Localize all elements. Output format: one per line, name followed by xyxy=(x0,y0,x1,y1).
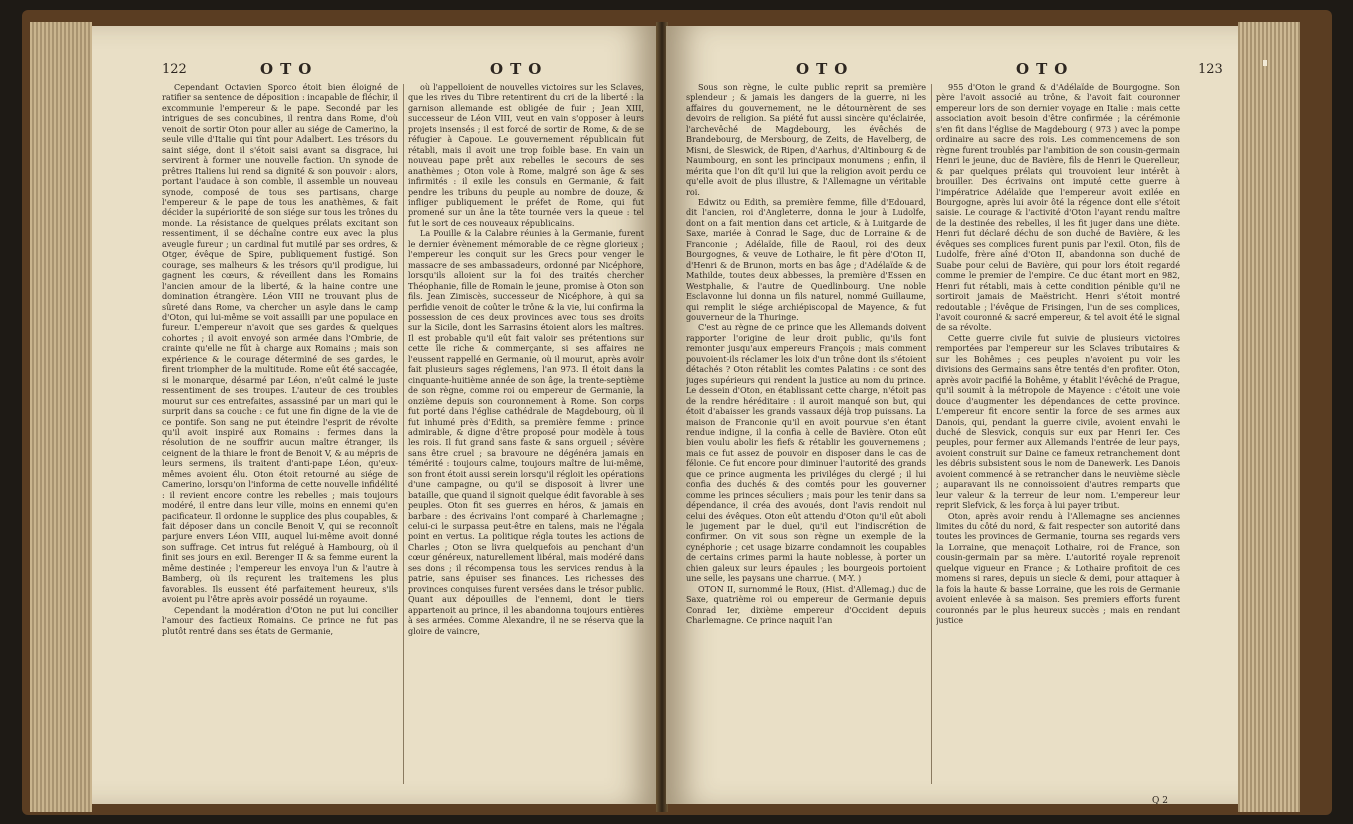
running-head-right-1: OTO xyxy=(796,60,855,78)
page-edges-left xyxy=(30,22,92,812)
paragraph: où l'appelloient de nouvelles victoires sur les Sclaves, que les rives du Tibre retentirent du cri de la liberté : la garnison allemande est obligée de fuir ; Jean XIII, successeur de Léon VIII, veut en vain s'opposer à leurs projets insensés ; il est forcé de sortir de Rome, & de se réfugier à Capoue. Le gouvernement républicain fut rétabli, mais il avoit une trop foible base. En vain un nouveau pape prêt aux rebelles le secours de ses anathèmes ; Oton vole à Rome, malgré son âge & ses infirmités : il exile les consuls en Germanie, & fait pendre les tribuns du peuple au nombre de douze, & infliger publiquement le préfet de Rome, qui fut promené sur un âne la tête tournée vers la queue : tel fut le sort de ces nouveaux républicains. xyxy=(408,82,644,228)
paragraph: Cependant Octavien Sporco étoit bien éloigné de ratifier sa sentence de déposition : incapable de fléchir, il excommunie l'empereur & le pape. Secondé par les intrigues de ses concubines, il rentra dans Rome, d'où venoit de sortir Oton pour aller au siége de Camerino, la seule ville d'Italie qui tînt pour Adalbert. Les trésors du saint siége, dont il s'étoit saisi avant sa disgrace, lui servirent à former une nouvelle faction. Un synode de prêtres Italiens lui rend sa dignité & son pouvoir : alors, portant l'audace à son comble, il assemble un nouveau synode, composé de tous ses partisans, charge l'empereur & le pape de tous les anathèmes, & fait décider la supériorité de son siége sur tous les trônes du monde. La résistance de quelques prélats excitant son ressentiment, il se déchaîne contre eux avec la plus aveugle fureur ; un cardinal fut mutilé par ses ordres, & Otger, évêque de Spire, publiquement fustigé. Son courage, ses malheurs & les trésors qu'il prodigue, lui gagnent les cœurs, & réveillent dans les Romains l'ancien amour de la liberté, & la haine contre une domination étrangère. Léon VIII ne trouvant plus de sûreté dans Rome, va chercher un asyle dans le camp d'Oton, qui lui-même se voit assailli par une populace en fureur. L'empereur n'avoit que ses gardes & quelques cohortes ; il avoit envoyé son armée dans l'Ombrie, de crainte qu'elle ne fût à charge aux Romains ; mais son expérience & le courage déterminé de ses gardes, le firent triompher de la multitude. Rome eût été saccagée, si le monarque, désarmé par Léon, n'eût calmé le juste ressentiment de ses troupes. L'auteur de ces troubles mourut sur ces entrefaites, assassiné par un mari qui le surprit dans sa couche : ce fut une fin digne de la vie de ce pontife. Son sang ne put éteindre l'esprit de révolte qu'il avoit inspiré aux Romains : fermes dans la résolution de ne souffrir aucun maître étranger, ils ceignent de la thiare le front de Benoit V, & au mépris de leurs sermens, ils traitent d'anti-pape Léon, qu'eux-mêmes avoient élu. Oton étoit retourné au siége de Camerino, lorsqu'on l'informa de cette nouvelle infidélité : il revient encore contre les rebelles ; mais toujours modéré, il entre dans leur ville, moins en ennemi qu'en pacificateur. Il ordonne le supplice des plus coupables, & fait déposer dans un concile Benoit V, qui se reconnoît parjure envers Léon VIII, auquel lui-même avoit donné son suffrage. Cet intrus fut relégué à Hambourg, où il finit ses jours en exil. Berenger II & sa femme eurent la même destinée ; l'empereur les envoya l'un & l'autre à Bamberg, où ils reçurent les traitemens les plus favorables. Ils eussent été parfaitement heureux, s'ils avoient pu l'être après avoir possédé un royaume. xyxy=(162,82,398,605)
paragraph: Cette guerre civile fut suivie de plusieurs victoires remportées par l'empereur sur les Sclaves tributaires & sur les Bohêmes ; ces peuples n'avoient pu voir les divisions des Germains sans être tentés d'en profiter. Oton, après avoir pacifié la Bohême, y établit l'évêché de Prague, qu'il soumit à la métropole de Mayence : c'étoit une voie douce d'augmenter les dépendances de cette province. L'empereur fit encore sentir la force de ses armes aux Danois, qui, pendant la guerre civile, avoient envahi le duché de Slesvick, conquis sur eux par Henri Ier. Ces peuples, pour fermer aux Allemands l'entrée de leur pays, avoient construit sur Daine ce fameux retranchement dont les débris subsistent sous le nom de Danewerk. Les Danois avoient commencé à se retrancher dans le neuvième siècle ; auparavant ils ne connoissoient d'autres remparts que leur valeur & la terreur de leur nom. L'empereur leur reprit Slefvick, & les força à lui payer tribut. xyxy=(936,332,1180,511)
paragraph: Oton, après avoir rendu à l'Allemagne ses anciennes limites du côté du nord, & fait respecter son autorité dans toutes les provinces de Germanie, tourna ses regards vers la Lorraine, que menaçoit Lothaire, roi de France, son cousin-germain par sa mère. L'autorité royale reprenoit quelque vigueur en France ; & Lothaire profitoit de ces momens si rares, depuis un siecle & demi, pour attaquer à la fois la haute & basse Lorraine, que les rois de Germanie avoient enlevée à sa maison. Ses premiers efforts furent couronnés par le plus heureux succès ; mais en rendant justice xyxy=(936,510,1180,626)
left-column-1 xyxy=(162,82,398,804)
column-rule xyxy=(931,84,932,784)
left-page xyxy=(92,26,658,804)
paragraph: Cependant la modération d'Oton ne put lui concilier l'amour des factieux Romains. Ce prince ne fut pas plutôt rentré dans ses états de Germanie, xyxy=(162,604,398,636)
right-page xyxy=(666,26,1238,804)
ribbon-marker xyxy=(1263,60,1267,66)
paragraph: Sous son règne, le culte public reprit sa première splendeur ; & jamais les dangers de la guerre, ni les affaires du gouvernement, ne le détournèrent de ses devoirs de religion. Sa piété fut aussi sincère qu'éclairée, l'archevêché de Magdebourg, les évêchés de Brandebourg, de Mersbourg, de Zeits, de Havelberg, de Misni, de Sleswick, de Ripen, d'Aarhus, d'Altinbourg & de Naumbourg, en sont les principaux monumens ; enfin, il mérita que l'on dît qu'il lui que la religion avoit perdu ce qu'elle avoit de plus illustre, & l'Allemagne un véritable roi. xyxy=(686,82,926,197)
running-head-left-1: OTO xyxy=(260,60,319,78)
right-column-2 xyxy=(936,82,1180,794)
left-column-2 xyxy=(408,82,644,804)
paragraph: La Pouille & la Calabre réunies à la Germanie, furent le dernier évènement mémorable de ce règne glorieux ; l'empereur les conquit sur les Grecs pour venger le massacre de ses ambassadeurs, ordonné par Nicéphore, lorsqu'ils alloient sur la foi des traités chercher Théophanie, fille de Romain le jeune, promise à Oton son fils. Jean Zimiscès, successeur de Nicéphore, à qui sa perfidie venoit de coûter le trône & la vie, lui confirma la possession de ces deux provinces avec tous ses droits sur la Sicile, dont les Sarrasins étoient alors les maîtres. Il est probable qu'il eût fait valoir ses prétentions sur cette île riche & commerçante, si ses affaires ne l'eussent rappellé en Germanie, où il mourut, après avoir fait plusieurs sages réglemens, l'an 973. Il étoit dans la cinquante-huitième année de son âge, la trente-septième de son règne, comme roi ou empereur de Germanie, la onzième depuis son couronnement à Rome. Son corps fut porté dans l'église cathédrale de Magdebourg, où il fut inhumé près d'Edith, sa première femme : prince admirable, & digne d'être proposé pour modèle à tous les rois. Il fut grand sans faste & sans orgueil ; sévère sans être cruel ; sa bravoure ne dégénéra jamais en témérité : toujours calme, toujours maître de lui-même, son front étoit aussi serein lorsqu'il régloit les opérations d'une campagne, ou qu'il se disposoit à livrer une bataille, que quand il signoit quelque édit favorable à ses peuples. Oton fit ses guerres en héros, & jamais en barbare : des écrivains l'ont comparé à Charlemagne ; celui-ci le surpassa peut-être en talens, mais ne l'égala point en vertus. La politique régla toutes les actions de Charles ; Oton se livra quelquefois au penchant d'un cœur généreux, naturellement libéral, mais modéré dans ses dons ; il récompensa tous les services rendus à la patrie, sans épuiser ses finances. Les richesses des provinces conquises furent versées dans le trésor public. Quant aux dépouilles de l'ennemi, dont le tiers appartenoit au prince, il les abandonna toujours entières à ses armées. Comme Alexandre, il ne se réserva que la gloire de vaincre, xyxy=(408,228,644,636)
page-number-left: 122 xyxy=(162,62,187,77)
paragraph: 955 d'Oton le grand & d'Adélaïde de Bourgogne. Son père l'avoit associé au trône, & l'avoit fait couronner empereur lors de son dernier voyage en Italie : mais cette association avoit besoin d'être confirmée ; la cérémonie s'en fit dans l'église de Magdebourg ( 973 ) avec la pompe ordinaire au sacre des rois. Les commencemens de son règne furent troublés par l'ambition de son cousin-germain Henri le jeune, duc de Bavière, fils de Henri le Querelleur, & par quelques prélats qui trouvoient leur intérêt à brouiller. Des écrivains ont imputé cette guerre à l'impératrice Adélaïde que l'empereur avoit exilée en Bourgogne, après lui avoir ôté la régence dont elle s'étoit saisie. Le courage & l'activité d'Oton l'ayant rendu maître de la destinée des rebelles, il les fit juger dans une diète. Henri fut déclaré déchu de son duché de Bavière, & les évêques ses complices furent punis par l'exil. Oton, fils de Ludolfe, frère aîné d'Oton II, abandonna son duché de Suabe pour celui de Bavière, qui pour lors étoit regardé comme le premier de l'empire. Ce duc étant mort en 982, Henri fut rétabli, mais à cette condition pénible qu'il ne sortiroit jamais de Maëstricht. Henri s'étoit montré redoutable ; l'évêque de Frisingen, l'un de ses complices, l'avoit couronné & sacré empereur, & tel avoit été le signal de sa révolte. xyxy=(936,82,1180,333)
page-edges-right xyxy=(1238,22,1300,812)
running-head-left-2: OTO xyxy=(490,60,549,78)
page-number-right: 123 xyxy=(1198,62,1223,77)
paragraph: Edwitz ou Edith, sa première femme, fille d'Edouard, dit l'ancien, roi d'Angleterre, donna le jour à Ludolfe, dont on a fait mention dans cet article, & à Luitgarde de Saxe, mariée à Conrad le Sage, duc de Lorraine & de Franconie ; Adélaïde, fille de Raoul, roi des deux Bourgognes, & veuve de Lothaire, le fit père d'Oton II, d'Henri & de Brunon, morts en bas âge ; d'Adélaïde & de Mathilde, toutes deux abbesses, la première d'Essen en Westphalie, & l'autre de Quedlinbourg. Une noble Esclavonne lui donna un fils naturel, nommé Guillaume, qui remplit le siége archiépiscopal de Mayence, & fut gouverneur de la Thuringe. xyxy=(686,196,926,322)
signature-mark: Q 2 xyxy=(1152,796,1168,804)
right-column-1 xyxy=(686,82,926,804)
paragraph: OTON II, surnommé le Roux, (Hist. d'Allemag.) duc de Saxe, quatrième roi ou empereur de Germanie depuis Conrad Ier, dixième empereur d'Occident depuis Charlemagne. Ce prince naquit l'an xyxy=(686,583,926,626)
paragraph: C'est au règne de ce prince que les Allemands doivent rapporter l'origine de leur droit public, qu'ils font remonter jusqu'aux empereurs François ; mais comment pouvoient-ils réclamer les loix d'un trône dont ils s'étoient détachés ? Oton rétablit les comtes Palatins : ce sont des juges supérieurs qui rendent la justice au nom du prince. Le dessein d'Oton, en établissant cette charge, n'étoit pas de la rendre héréditaire : il auroit manqué son but, qui étoit d'abaisser les grands vassaux déjà trop puissans. La maison de Franconie qu'il en avoit pourvue s'en étant rendue indigne, il la confia à celle de Bavière. Oton eût bien voulu abolir les fiefs & rétablir les gouvernemens ; mais ce fut assez de pouvoir en disposer dans le cas de félonie. Ce fut encore pour diminuer l'autorité des grands que ce prince augmenta les priviléges du clergé ; il lui confia des duchés & des comtés pour les gouverner comme les princes séculiers ; mais pour les tenir dans sa dépendance, il créa des avoués, dont l'avis rendoit nul celui des évêques. Oton eût attendu d'Oton qu'il eût aboli le jugement par le duel, qu'il eut l'indiscrétion de confirmer. On vit sous son règne un exemple de la cynéphorie ; cet usage bizarre condamnoit les coupables de certains crimes parmi la haute noblesse, à porter un chien galeux sur leurs épaules ; les bourgeois portoient une selle, les paysans une charrue. ( M-Y. ) xyxy=(686,322,926,584)
column-rule xyxy=(403,84,404,784)
running-head-right-2: OTO xyxy=(1016,60,1075,78)
